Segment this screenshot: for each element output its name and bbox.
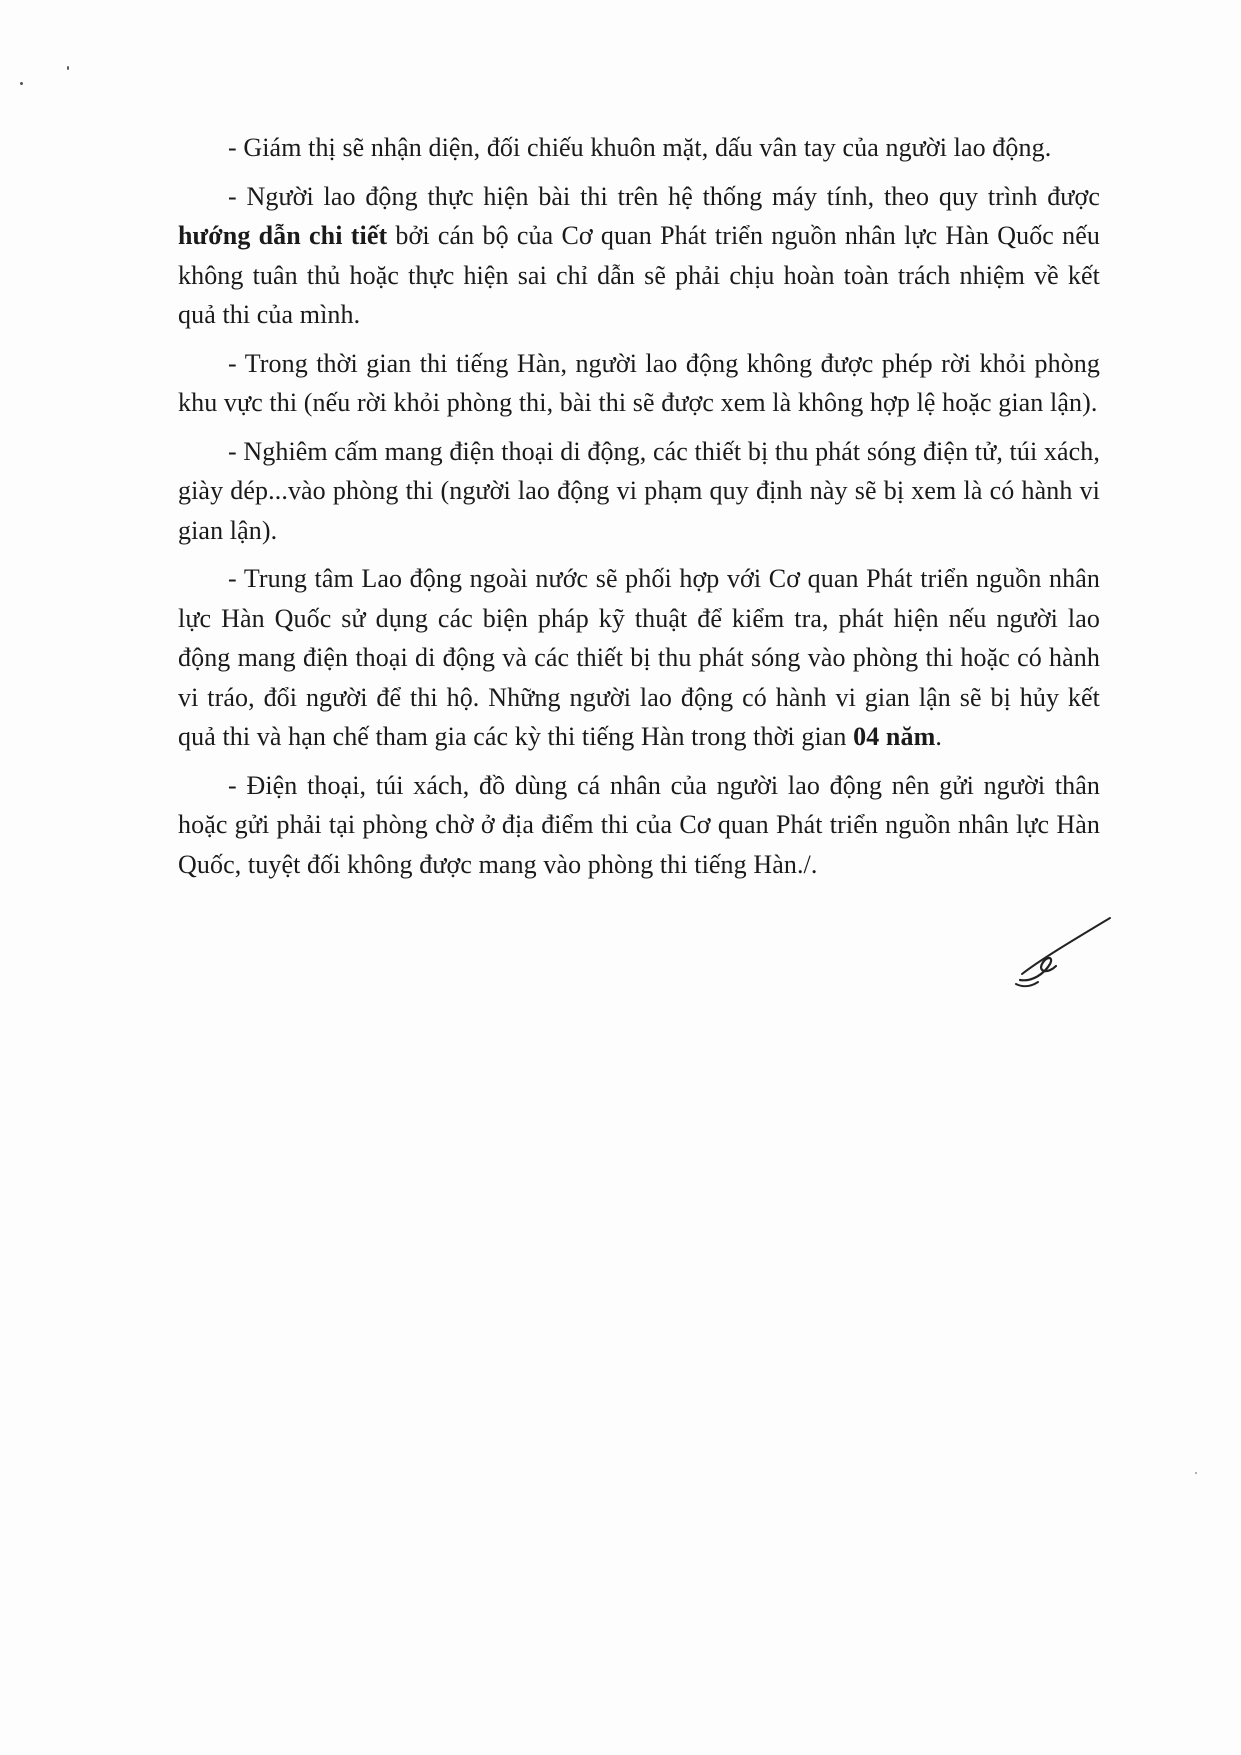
scan-speck	[67, 66, 69, 70]
paragraph-cheating-detection	[178, 559, 1100, 757]
paragraph-text: .	[935, 722, 942, 751]
paragraph-text: - Người lao động thực hiện bài thi trên hệ thống máy tính, theo quy trình được	[228, 181, 1100, 211]
paragraph-prohibited-items: - Nghiêm cấm mang điện thoại di động, các thiết bị thu phát sóng điện tử, túi xách, giày dép...vào phòng thi (người lao động vi phạm quy định này sẽ bị xem là có hành vi gian lận).	[178, 436, 1100, 545]
paragraph-examiner-verification: - Giám thị sẽ nhận diện, đối chiếu khuôn mặt, dấu vân tay của người lao động.	[228, 133, 1052, 162]
bold-emphasis: 04 năm	[853, 722, 936, 751]
document-body	[178, 128, 1100, 893]
bold-emphasis: hướng dẫn chi tiết	[178, 221, 388, 250]
paragraph-text: - Trung tâm Lao động ngoài nước sẽ phối hợp với Cơ quan Phát triển nguồn nhân lực Hàn Quốc sử dụng các biện pháp kỹ thuật để kiểm tra, phát hiện nếu người lao động mang điện thoại di động và các thiết bị thu phát sóng vào phòng thi hoặc có hành vi tráo, đổi người để thi hộ. Những người lao động có hành vi gian lận sẽ bị hủy kết quả thi và hạn chế tham gia các kỳ thi tiếng Hàn trong thời gian	[178, 564, 1100, 751]
paragraph-text: bởi cán bộ của Cơ quan Phát triển nguồn nhân lực Hàn Quốc nếu không tuân thủ hoặc thực hiện sai chỉ dẫn sẽ phải chịu hoàn toàn trách nhiệm về kết quả thi của mình.	[178, 221, 1100, 329]
scan-speck	[20, 82, 23, 85]
paragraph-no-leaving-room: - Trong thời gian thi tiếng Hàn, người lao động không được phép rời khỏi phòng khu vực thi (nếu rời khỏi phòng thi, bài thi sẽ được xem là không hợp lệ hoặc gian lận).	[178, 348, 1100, 417]
paragraph-personal-belongings: - Điện thoại, túi xách, đồ dùng cá nhân của người lao động nên gửi người thân hoặc gửi phải tại phòng chờ ở địa điểm thi của Cơ quan Phát triển nguồn nhân lực Hàn Quốc, tuyệt đối không được mang vào phòng thi tiếng Hàn./.	[178, 770, 1100, 879]
scan-speck	[1195, 1472, 1197, 1474]
handwritten-initial-mark	[1010, 912, 1120, 992]
paragraph-computer-exam-procedure	[178, 177, 1100, 335]
